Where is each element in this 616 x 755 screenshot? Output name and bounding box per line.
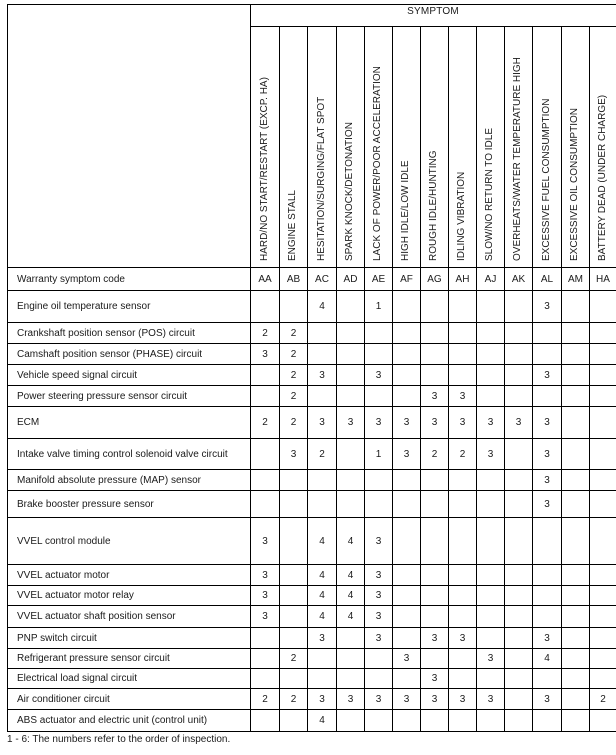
- inspection-order-cell: 4: [347, 611, 354, 622]
- table-border-left: [7, 4, 8, 731]
- inspection-order-cell: 3: [431, 673, 438, 684]
- inspection-order-cell: [590, 291, 616, 322]
- inspection-order-cell: [505, 365, 532, 385]
- inspection-order-cell: 3: [290, 448, 297, 460]
- inspection-order-cell: 4: [319, 535, 325, 547]
- inspection-order-cell: 3: [319, 693, 325, 705]
- inspection-order-cell: [562, 710, 589, 731]
- inspection-order-cell: [590, 386, 616, 406]
- column-header: HARD/NO START/RESTART (EXCP. HA): [258, 77, 270, 261]
- inspection-order-cell: 3: [262, 535, 268, 547]
- inspection-order-cell: 2: [290, 327, 297, 339]
- inspection-order-cell: [337, 365, 364, 385]
- inspection-order-cell: 3: [375, 417, 382, 428]
- inspection-order-cell: [562, 291, 589, 322]
- inspection-order-cell: [505, 689, 532, 709]
- inspection-order-cell: [505, 649, 532, 668]
- symptom-code-cell: AG: [427, 273, 442, 285]
- inspection-order-cell: [477, 323, 504, 343]
- inspection-order-cell: 3: [431, 417, 438, 428]
- inspection-order-cell: 3: [347, 693, 354, 705]
- inspection-order-cell: 3: [544, 448, 550, 460]
- inspection-order-cell: [251, 470, 279, 490]
- inspection-order-cell: [505, 470, 532, 490]
- inspection-order-cell: [562, 470, 589, 490]
- inspection-order-cell: [308, 470, 336, 490]
- inspection-order-cell: [365, 491, 392, 517]
- row-label: VVEL actuator motor relay: [17, 590, 134, 601]
- inspection-order-cell: [533, 323, 561, 343]
- column-header: LACK OF POWER/POOR ACCELERATION: [372, 66, 383, 261]
- symptom-code-cell: AC: [315, 273, 329, 285]
- inspection-order-cell: 2: [290, 369, 297, 381]
- inspection-order-cell: [280, 470, 307, 490]
- inspection-order-cell: [477, 491, 504, 517]
- inspection-order-cell: [505, 291, 532, 322]
- row-label: Refrigerant pressure sensor circuit: [17, 653, 170, 664]
- inspection-order-cell: [533, 606, 561, 627]
- inspection-order-cell: [590, 439, 616, 469]
- inspection-order-cell: [421, 518, 448, 564]
- inspection-order-cell: [590, 586, 616, 605]
- inspection-order-cell: [590, 710, 616, 731]
- inspection-order-cell: [562, 439, 589, 469]
- inspection-order-cell: [280, 586, 307, 605]
- inspection-order-cell: 3: [544, 498, 550, 510]
- inspection-order-cell: [562, 491, 589, 517]
- inspection-order-cell: [251, 628, 279, 648]
- row-label: Electrical load signal circuit: [17, 673, 138, 684]
- column-header: SPARK KNOCK/DETONATION: [344, 122, 355, 261]
- column-header: ENGINE STALL: [287, 190, 298, 261]
- inspection-order-cell: [477, 470, 504, 490]
- inspection-order-cell: 3: [459, 390, 466, 402]
- inspection-order-cell: [562, 344, 589, 364]
- inspection-order-cell: [505, 439, 532, 469]
- inspection-order-cell: 1: [375, 301, 382, 312]
- inspection-order-cell: 3: [487, 693, 494, 705]
- row-label: Vehicle speed signal circuit: [17, 369, 138, 381]
- column-header: EXCESSIVE OIL CONSUMPTION: [569, 108, 580, 261]
- inspection-order-cell: 3: [544, 301, 550, 312]
- inspection-order-cell: [337, 344, 364, 364]
- inspection-order-cell: [590, 344, 616, 364]
- inspection-order-cell: [393, 491, 420, 517]
- inspection-order-cell: [393, 470, 420, 490]
- inspection-order-cell: [533, 344, 561, 364]
- inspection-order-cell: [449, 586, 476, 605]
- inspection-order-cell: 3: [375, 611, 382, 622]
- inspection-order-cell: [477, 565, 504, 585]
- inspection-order-cell: 3: [431, 390, 438, 402]
- column-header: OVERHEATS/WATER TEMPERATURE HIGH: [512, 57, 523, 261]
- inspection-order-cell: [308, 323, 336, 343]
- inspection-order-cell: 3: [487, 653, 494, 664]
- inspection-order-cell: 2: [290, 653, 297, 664]
- inspection-order-cell: [337, 439, 364, 469]
- inspection-order-cell: [590, 669, 616, 688]
- inspection-order-cell: [477, 710, 504, 731]
- inspection-order-cell: 3: [262, 569, 268, 581]
- inspection-order-cell: [337, 470, 364, 490]
- inspection-order-cell: 3: [487, 417, 494, 428]
- inspection-order-cell: [308, 344, 336, 364]
- inspection-order-cell: [505, 491, 532, 517]
- inspection-order-cell: [393, 291, 420, 322]
- inspection-order-cell: [505, 344, 532, 364]
- inspection-order-cell: [421, 365, 448, 385]
- column-header: ROUGH IDLE/HUNTING: [428, 150, 439, 261]
- inspection-order-cell: [280, 669, 307, 688]
- inspection-order-cell: 3: [459, 417, 466, 428]
- symptom-code-cell: AA: [258, 273, 272, 285]
- inspection-order-cell: [449, 470, 476, 490]
- inspection-order-cell: [477, 586, 504, 605]
- inspection-order-cell: [337, 710, 364, 731]
- inspection-order-cell: [562, 386, 589, 406]
- inspection-order-cell: [308, 491, 336, 517]
- inspection-order-cell: [533, 386, 561, 406]
- row-label: VVEL actuator motor: [17, 569, 110, 581]
- column-header: SLOW/NO RETURN TO IDLE: [484, 128, 495, 261]
- inspection-order-cell: [251, 386, 279, 406]
- inspection-order-cell: [280, 606, 307, 627]
- inspection-order-cell: [393, 365, 420, 385]
- inspection-order-cell: [505, 606, 532, 627]
- inspection-order-cell: 3: [375, 369, 382, 381]
- inspection-order-cell: 2: [600, 693, 606, 705]
- inspection-order-cell: [393, 586, 420, 605]
- inspection-order-cell: [449, 365, 476, 385]
- inspection-order-cell: 4: [319, 590, 325, 601]
- inspection-order-cell: [393, 606, 420, 627]
- table-border-bottom: [7, 731, 616, 732]
- row-label: Air conditioner circuit: [17, 693, 110, 705]
- inspection-order-cell: [590, 470, 616, 490]
- row-label: VVEL control module: [17, 535, 111, 547]
- inspection-order-cell: 3: [544, 693, 550, 705]
- inspection-order-cell: [308, 669, 336, 688]
- inspection-order-cell: 3: [262, 611, 268, 622]
- inspection-order-cell: 3: [544, 474, 550, 486]
- column-header: IDLING VIBRATION: [456, 171, 467, 261]
- inspection-order-cell: [337, 386, 364, 406]
- inspection-order-cell: [280, 565, 307, 585]
- inspection-order-cell: 2: [290, 417, 297, 428]
- inspection-order-cell: [251, 491, 279, 517]
- inspection-order-cell: [562, 365, 589, 385]
- inspection-order-cell: 3: [319, 632, 325, 644]
- inspection-order-cell: [251, 291, 279, 322]
- row-label: PNP switch circuit: [17, 632, 97, 644]
- symptom-code-cell: AH: [455, 273, 470, 285]
- inspection-order-cell: [251, 710, 279, 731]
- inspection-order-cell: [393, 710, 420, 731]
- inspection-order-cell: [337, 491, 364, 517]
- row-label: ECM: [17, 417, 40, 428]
- inspection-order-cell: [421, 606, 448, 627]
- inspection-order-cell: [251, 669, 279, 688]
- inspection-order-cell: [533, 586, 561, 605]
- inspection-order-cell: [505, 518, 532, 564]
- row-label: ABS actuator and electric unit (control unit): [17, 715, 208, 726]
- column-header: EXCESSIVE FUEL CONSUMPTION: [540, 98, 552, 261]
- inspection-order-cell: [477, 291, 504, 322]
- inspection-order-cell: 3: [431, 693, 438, 705]
- column-header: HIGH IDLE/LOW IDLE: [400, 160, 411, 261]
- inspection-order-cell: [590, 407, 616, 438]
- footnote: 1 - 6: The numbers refer to the order of inspection.: [7, 734, 231, 745]
- inspection-order-cell: 2: [290, 693, 297, 705]
- inspection-order-cell: [337, 291, 364, 322]
- inspection-order-cell: [477, 518, 504, 564]
- inspection-order-cell: [477, 365, 504, 385]
- column-header: BATTERY DEAD (UNDER CHARGE): [596, 94, 608, 261]
- inspection-order-cell: [280, 710, 307, 731]
- inspection-order-cell: [477, 628, 504, 648]
- inspection-order-cell: [393, 669, 420, 688]
- inspection-order-cell: [562, 606, 589, 627]
- inspection-order-cell: [590, 365, 616, 385]
- inspection-order-cell: [251, 649, 279, 668]
- inspection-order-cell: [449, 491, 476, 517]
- inspection-order-cell: [505, 386, 532, 406]
- inspection-order-cell: [449, 291, 476, 322]
- symptom-code-cell: AE: [371, 273, 386, 285]
- inspection-order-cell: 1: [375, 448, 382, 460]
- inspection-order-cell: [393, 323, 420, 343]
- inspection-order-cell: 4: [544, 653, 550, 664]
- inspection-order-cell: [365, 710, 392, 731]
- inspection-order-cell: 3: [515, 417, 522, 428]
- inspection-order-cell: 3: [375, 590, 382, 601]
- row-label: Camshaft position sensor (PHASE) circuit: [17, 348, 203, 360]
- inspection-order-cell: 3: [375, 569, 382, 581]
- row-label: Brake booster pressure sensor: [17, 498, 154, 510]
- inspection-order-cell: 3: [487, 448, 494, 460]
- inspection-order-cell: 2: [431, 448, 438, 460]
- inspection-order-cell: [590, 491, 616, 517]
- inspection-order-cell: [421, 470, 448, 490]
- inspection-order-cell: 3: [262, 348, 268, 360]
- inspection-order-cell: 3: [375, 693, 382, 705]
- inspection-order-cell: [449, 565, 476, 585]
- inspection-order-cell: [421, 649, 448, 668]
- inspection-order-cell: [421, 323, 448, 343]
- inspection-order-cell: [393, 344, 420, 364]
- inspection-order-cell: 2: [319, 448, 325, 460]
- inspection-order-cell: 3: [431, 632, 438, 644]
- inspection-order-cell: 3: [544, 369, 550, 381]
- inspection-order-cell: [590, 628, 616, 648]
- inspection-order-cell: [421, 710, 448, 731]
- inspection-order-cell: 3: [319, 417, 325, 428]
- inspection-order-cell: 3: [403, 448, 410, 460]
- inspection-order-cell: 2: [290, 390, 297, 402]
- inspection-order-cell: 3: [544, 417, 550, 428]
- inspection-order-cell: [505, 669, 532, 688]
- inspection-order-cell: [533, 565, 561, 585]
- inspection-order-cell: [590, 649, 616, 668]
- inspection-order-cell: 3: [459, 693, 466, 705]
- inspection-order-cell: [562, 689, 589, 709]
- inspection-order-cell: [365, 323, 392, 343]
- inspection-order-cell: 3: [403, 693, 410, 705]
- inspection-order-cell: [337, 628, 364, 648]
- symptom-code-cell: AK: [511, 273, 526, 285]
- inspection-order-cell: 3: [375, 535, 382, 547]
- inspection-order-cell: [477, 606, 504, 627]
- inspection-order-cell: 4: [347, 590, 354, 601]
- inspection-order-cell: 3: [544, 632, 550, 644]
- inspection-order-cell: 3: [319, 369, 325, 381]
- inspection-order-cell: [533, 518, 561, 564]
- symptom-code-cell: AM: [568, 273, 583, 285]
- inspection-order-cell: [393, 628, 420, 648]
- inspection-order-cell: 4: [319, 715, 325, 726]
- inspection-order-cell: [562, 628, 589, 648]
- inspection-order-cell: 2: [459, 448, 466, 460]
- inspection-order-cell: [562, 586, 589, 605]
- inspection-order-cell: [393, 518, 420, 564]
- inspection-order-cell: [562, 407, 589, 438]
- inspection-order-cell: [562, 669, 589, 688]
- inspection-order-cell: [505, 710, 532, 731]
- inspection-order-cell: [449, 649, 476, 668]
- symptom-code-cell: HA: [596, 273, 610, 285]
- symptom-code-cell: AD: [343, 273, 358, 285]
- inspection-order-cell: [365, 344, 392, 364]
- inspection-order-cell: 4: [347, 569, 354, 581]
- inspection-order-cell: 3: [459, 632, 466, 644]
- inspection-order-cell: [590, 518, 616, 564]
- inspection-order-cell: [308, 649, 336, 668]
- inspection-order-cell: [280, 491, 307, 517]
- inspection-order-cell: [449, 606, 476, 627]
- inspection-order-cell: [337, 323, 364, 343]
- inspection-order-cell: [365, 386, 392, 406]
- inspection-order-cell: [477, 669, 504, 688]
- inspection-order-cell: [590, 323, 616, 343]
- inspection-order-cell: [590, 565, 616, 585]
- inspection-order-cell: [393, 565, 420, 585]
- inspection-order-cell: [505, 586, 532, 605]
- inspection-order-cell: [562, 565, 589, 585]
- symptom-code-cell: AL: [540, 273, 554, 285]
- inspection-order-cell: [505, 323, 532, 343]
- table-border-top: [7, 4, 616, 5]
- inspection-order-cell: 3: [375, 632, 382, 644]
- inspection-order-cell: [533, 669, 561, 688]
- inspection-order-cell: [477, 344, 504, 364]
- row-label: Power steering pressure sensor circuit: [17, 390, 188, 402]
- inspection-order-cell: 2: [262, 327, 268, 339]
- inspection-order-cell: [308, 386, 336, 406]
- inspection-order-cell: [562, 649, 589, 668]
- inspection-order-cell: [421, 491, 448, 517]
- inspection-order-cell: 4: [347, 535, 354, 547]
- inspection-order-cell: [449, 669, 476, 688]
- inspection-order-cell: [365, 470, 392, 490]
- symptom-code-cell: AB: [286, 273, 301, 285]
- inspection-order-cell: [449, 323, 476, 343]
- inspection-order-cell: [421, 291, 448, 322]
- inspection-order-cell: [337, 649, 364, 668]
- inspection-order-cell: [280, 628, 307, 648]
- inspection-order-cell: 3: [347, 417, 354, 428]
- column-header: HESITATION/SURGING/FLAT SPOT: [315, 96, 327, 261]
- inspection-order-cell: [505, 628, 532, 648]
- inspection-order-cell: [365, 669, 392, 688]
- inspection-order-cell: [421, 565, 448, 585]
- row-label: Warranty symptom code: [17, 273, 125, 285]
- inspection-order-cell: [533, 710, 561, 731]
- row-label: VVEL actuator shaft position sensor: [17, 611, 176, 622]
- inspection-order-cell: 2: [290, 348, 297, 360]
- inspection-order-cell: [421, 586, 448, 605]
- inspection-order-cell: 2: [262, 693, 268, 705]
- inspection-order-cell: [562, 518, 589, 564]
- inspection-order-cell: [449, 518, 476, 564]
- row-label: Engine oil temperature sensor: [17, 301, 151, 312]
- row-label: Crankshaft position sensor (POS) circuit: [17, 327, 195, 339]
- inspection-order-cell: 3: [403, 653, 410, 664]
- inspection-order-cell: 4: [319, 569, 325, 581]
- inspection-order-cell: 2: [262, 417, 268, 428]
- inspection-order-cell: [280, 291, 307, 322]
- inspection-order-cell: [421, 344, 448, 364]
- inspection-order-cell: [280, 518, 307, 564]
- inspection-order-cell: 3: [262, 590, 268, 601]
- inspection-order-cell: [562, 323, 589, 343]
- inspection-order-cell: [505, 565, 532, 585]
- inspection-order-cell: [590, 606, 616, 627]
- row-label: Manifold absolute pressure (MAP) sensor: [17, 474, 201, 486]
- inspection-order-cell: 4: [319, 301, 325, 312]
- inspection-order-cell: 4: [319, 611, 325, 622]
- inspection-order-cell: [393, 386, 420, 406]
- symptom-code-cell: AF: [400, 273, 413, 285]
- inspection-order-cell: [449, 710, 476, 731]
- inspection-order-cell: [477, 386, 504, 406]
- inspection-order-cell: [251, 439, 279, 469]
- inspection-order-cell: [449, 344, 476, 364]
- symptom-header: SYMPTOM: [407, 6, 459, 17]
- inspection-order-cell: [337, 669, 364, 688]
- symptom-code-cell: AJ: [484, 273, 497, 285]
- inspection-order-cell: [251, 365, 279, 385]
- inspection-order-cell: [365, 649, 392, 668]
- inspection-order-cell: 3: [403, 417, 410, 428]
- row-label: Intake valve timing control solenoid valve circuit: [17, 448, 228, 460]
